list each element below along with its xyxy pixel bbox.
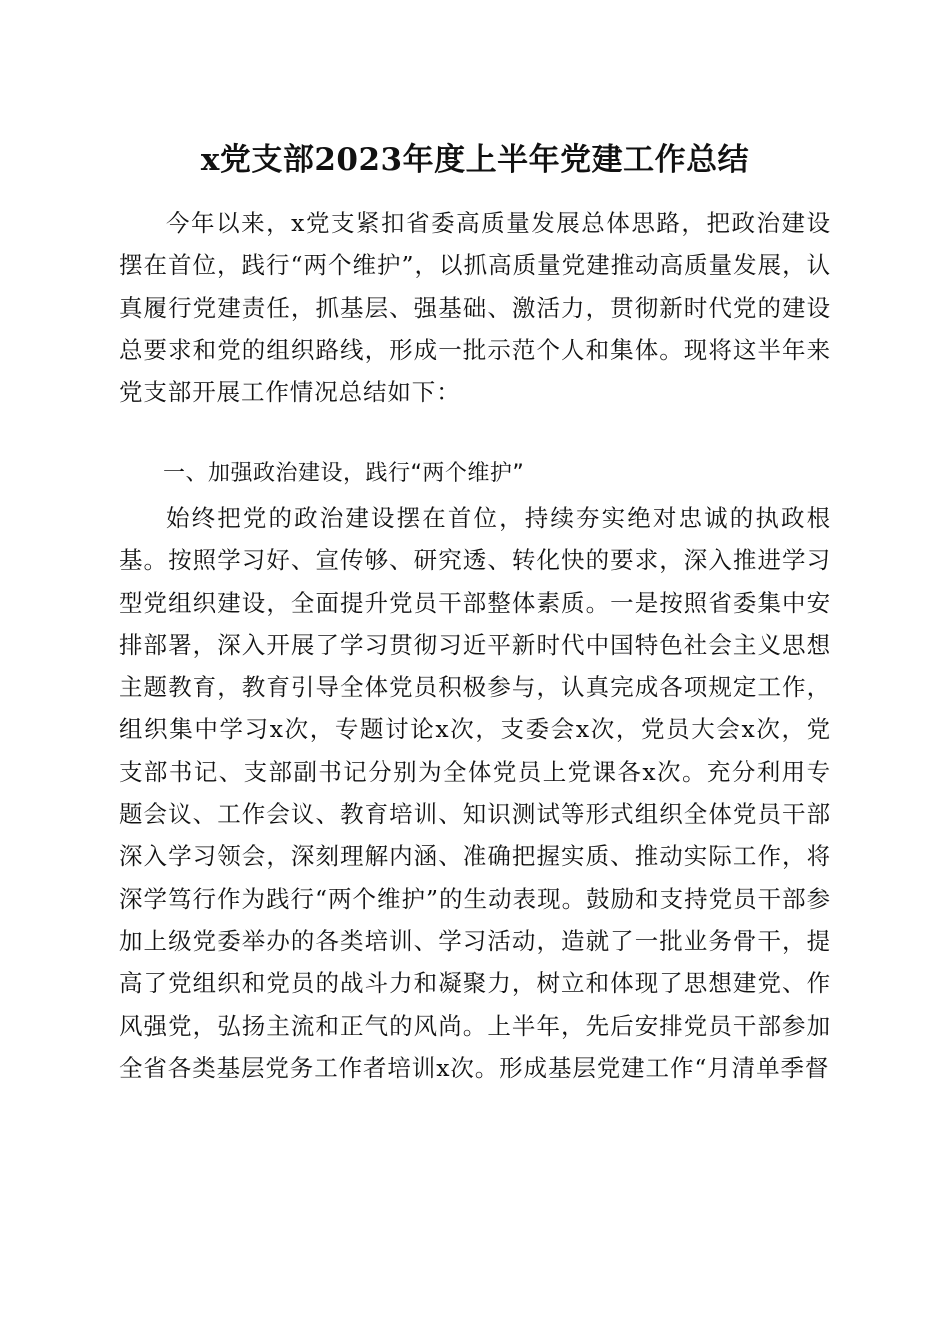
section-heading-1: 一、加强政治建设，践行“两个维护” <box>163 461 525 486</box>
document-title: x党支部2023年度上半年党建工作总结 <box>200 142 750 178</box>
section-1-paragraph: 始终把党的政治建设摆在首位，持续夯实绝对忠诚的执政根基。按照学习好、宣传够、研究透、转化快的要求，深入推进学习型党组织建设，全面提升党员干部整体素质。一是按照省委集中安排部署，深入开展了学习贯彻习近平新时代中国特色社会主义思想主题教育，教育引导全体党员积极参与，认真完成各项规定工作，组织集中学习x次，专题讨论x次，支委会x次，党员大会x次，党支部书记、支部副书记分别为全体党员上党课各x次。充分利用专题会议、工作会议、教育培训、知识测试等形式组织全体党员干部深入学习领会，深刻理解内涵、准确把握实质、推动实际工作，将深学笃行作为践行“两个维护”的生动表现。鼓励和支持党员干部参加上级党委举办的各类培训、学习活动，造就了一批业务骨干，提高了党组织和党员的战斗力和凝聚力，树立和体现了思想建党、作风强党，弘扬主流和正气的风尚。上半年，先后安排党员干部参加全省各类基层党务工作者培训x次。形成基层党建工作“月清单季督 <box>119 504 831 1082</box>
intro-paragraph: 今年以来，x党支紧扣省委高质量发展总体思路，把政治建设摆在首位，践行“两个维护”，以抓高质量党建推动高质量发展，认真履行党建责任，抓基层、强基础、激活力，贯彻新时代党的建设总要求和党的组织路线，形成一批示范个人和集体。现将这半年来党支部开展工作情况总结如下： <box>119 209 831 407</box>
